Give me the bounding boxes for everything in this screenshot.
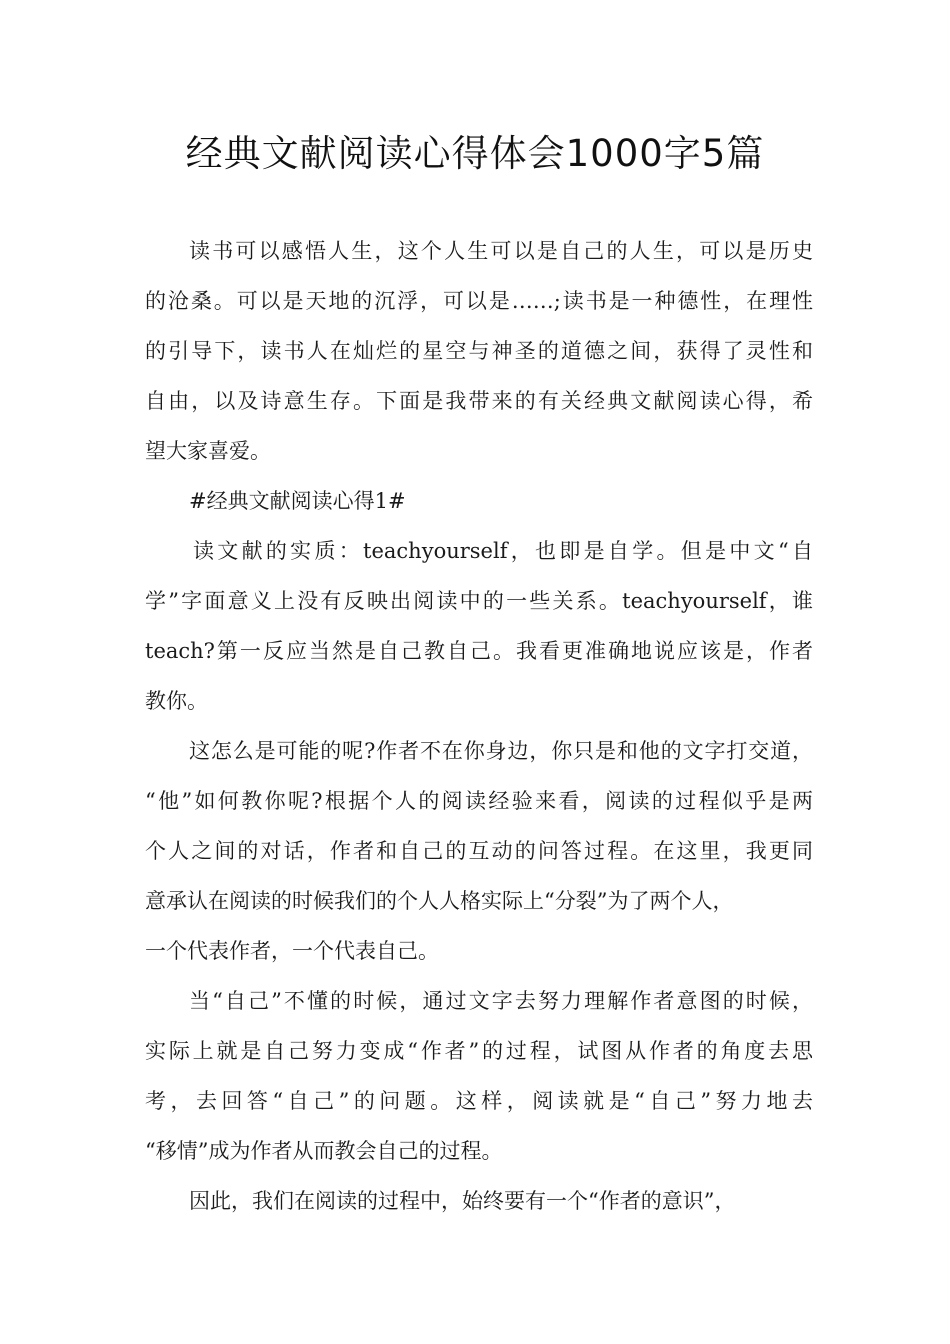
paragraph-4-line-1: 当“自己”不懂的时候，通过文字去努力理解作者意图的时候， (189, 989, 813, 1013)
paragraph-2-line-2: 学”字面意义上没有反映出阅读中的一些关系。teachyourself，谁 (145, 589, 813, 613)
paragraph-3-line-2: “他”如何教你呢?根据个人的阅读经验来看，阅读的过程似乎是两 (145, 789, 813, 813)
paragraph-2-line-1: 读文献的实质：teachyourself，也即是自学。但是中文“自 (193, 539, 813, 563)
paragraph-2-line-4: 教你。 (145, 689, 208, 713)
paragraph-4-line-4: “移情”成为作者从而教会自己的过程。 (145, 1139, 503, 1163)
paragraph-3-line-4: 意承认在阅读的时候我们的个人人格实际上“分裂”为了两个人， (145, 889, 734, 913)
paragraph-4-line-3: 考，去回答“自己”的问题。这样，阅读就是“自己”努力地去 (145, 1089, 813, 1113)
paragraph-3-line-1: 这怎么是可能的呢?作者不在你身边，你只是和他的文字打交道， (189, 739, 813, 763)
paragraph-1-line-5: 望大家喜爱。 (145, 439, 271, 463)
paragraph-1-line-4: 自由，以及诗意生存。下面是我带来的有关经典文献阅读心得，希 (145, 389, 813, 413)
document-body (145, 226, 813, 1226)
paragraph-4-line-2: 实际上就是自己努力变成“作者”的过程，试图从作者的角度去思 (145, 1039, 813, 1063)
document-title: 经典文献阅读心得体会1000字5篇 (185, 132, 765, 175)
paragraph-1-line-2: 的沧桑。可以是天地的沉浮，可以是……;读书是一种德性，在理性 (145, 289, 813, 313)
paragraph-5-line-1: 因此，我们在阅读的过程中，始终要有一个“作者的意识”， (189, 1189, 736, 1213)
paragraph-2-line-3: teach?第一反应当然是自己教自己。我看更准确地说应该是，作者 (145, 639, 813, 663)
paragraph-3-line-3: 个人之间的对话，作者和自己的互动的问答过程。在这里，我更同 (145, 839, 813, 863)
paragraph-1-line-1: 读书可以感悟人生，这个人生可以是自己的人生，可以是历史 (189, 239, 813, 263)
paragraph-1-line-3: 的引导下，读书人在灿烂的星空与神圣的道德之间，获得了灵性和 (145, 339, 813, 363)
paragraph-3-line-5: 一个代表作者，一个代表自己。 (145, 939, 439, 963)
section-heading: #经典文献阅读心得1# (189, 489, 406, 513)
